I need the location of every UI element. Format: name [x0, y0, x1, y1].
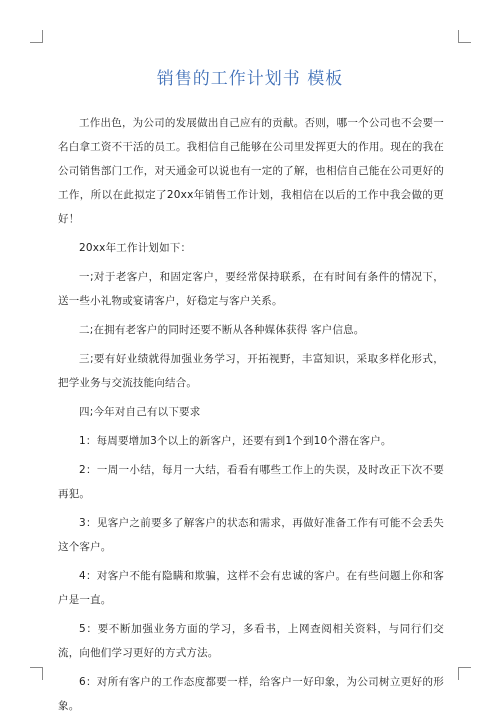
paragraph-requirement-1: 1：每周要增加3个以上的新客户，还要有到1个到10个潜在客户。: [79, 435, 392, 447]
paragraph-item-4: 四;今年对自己有以下要求: [79, 406, 201, 418]
paragraph-item-2: 二;在拥有老客户的同时还要不断从各种媒体获得 客户信息。: [79, 324, 365, 336]
paragraph-requirement-6: 6：对所有客户的工作态度都要一样，给客户一好印象，为公司树立更好的形象。: [58, 676, 444, 712]
document-body: [58, 111, 444, 718]
crop-mark-bottom-left: [30, 667, 43, 680]
document-title: 销售的工作计划书 模板: [156, 69, 344, 89]
paragraph-requirement-5: 5：要不断加强业务方面的学习，多看书，上网查阅相关资料，与同行们交流，向他们学习更好的方式方法。: [58, 623, 444, 659]
paragraph-plan-heading: 20xx年工作计划如下：: [79, 242, 192, 254]
crop-mark-top-right: [458, 30, 471, 43]
paragraph-requirement-3: 3：见客户之前要多了解客户的状态和需求，再做好准备工作有可能不会丢失这个客户。: [58, 517, 444, 553]
paragraph-requirement-4: 4：对客户不能有隐瞒和欺骗，这样不会有忠诚的客户。在有些问题上你和客户是一直。: [58, 570, 444, 606]
paragraph-requirement-2: 2：一周一小结，每月一大结，看看有哪些工作上的失误，及时改正下次不要再犯。: [58, 464, 444, 500]
paragraph-intro: 工作出色，为公司的发展做出自己应有的贡献。否则，哪一个公司也不会要一名白拿工资不干活的员工。我相信自己能够在公司里发挥更大的作用。现在的我在公司销售部门工作，对天通金可以说也有一定的了解，也相信自己能在公司更好的工作，所以在此拟定了20xx年销售工作计划，我相信在以后的工作中我会做的更好！: [58, 117, 444, 225]
paragraph-item-1: 一;对于老客户，和固定客户，要经常保持联系，在有时间有条件的情况下，送一些小礼物或宴请客户，好稳定与客户关系。: [58, 271, 444, 307]
crop-mark-bottom-right: [458, 667, 471, 680]
paragraph-item-3: 三;要有好业绩就得加强业务学习，开拓视野，丰富知识，采取多样化形式，把学业务与交流技能向结合。: [58, 353, 444, 389]
crop-mark-top-left: [30, 30, 43, 43]
